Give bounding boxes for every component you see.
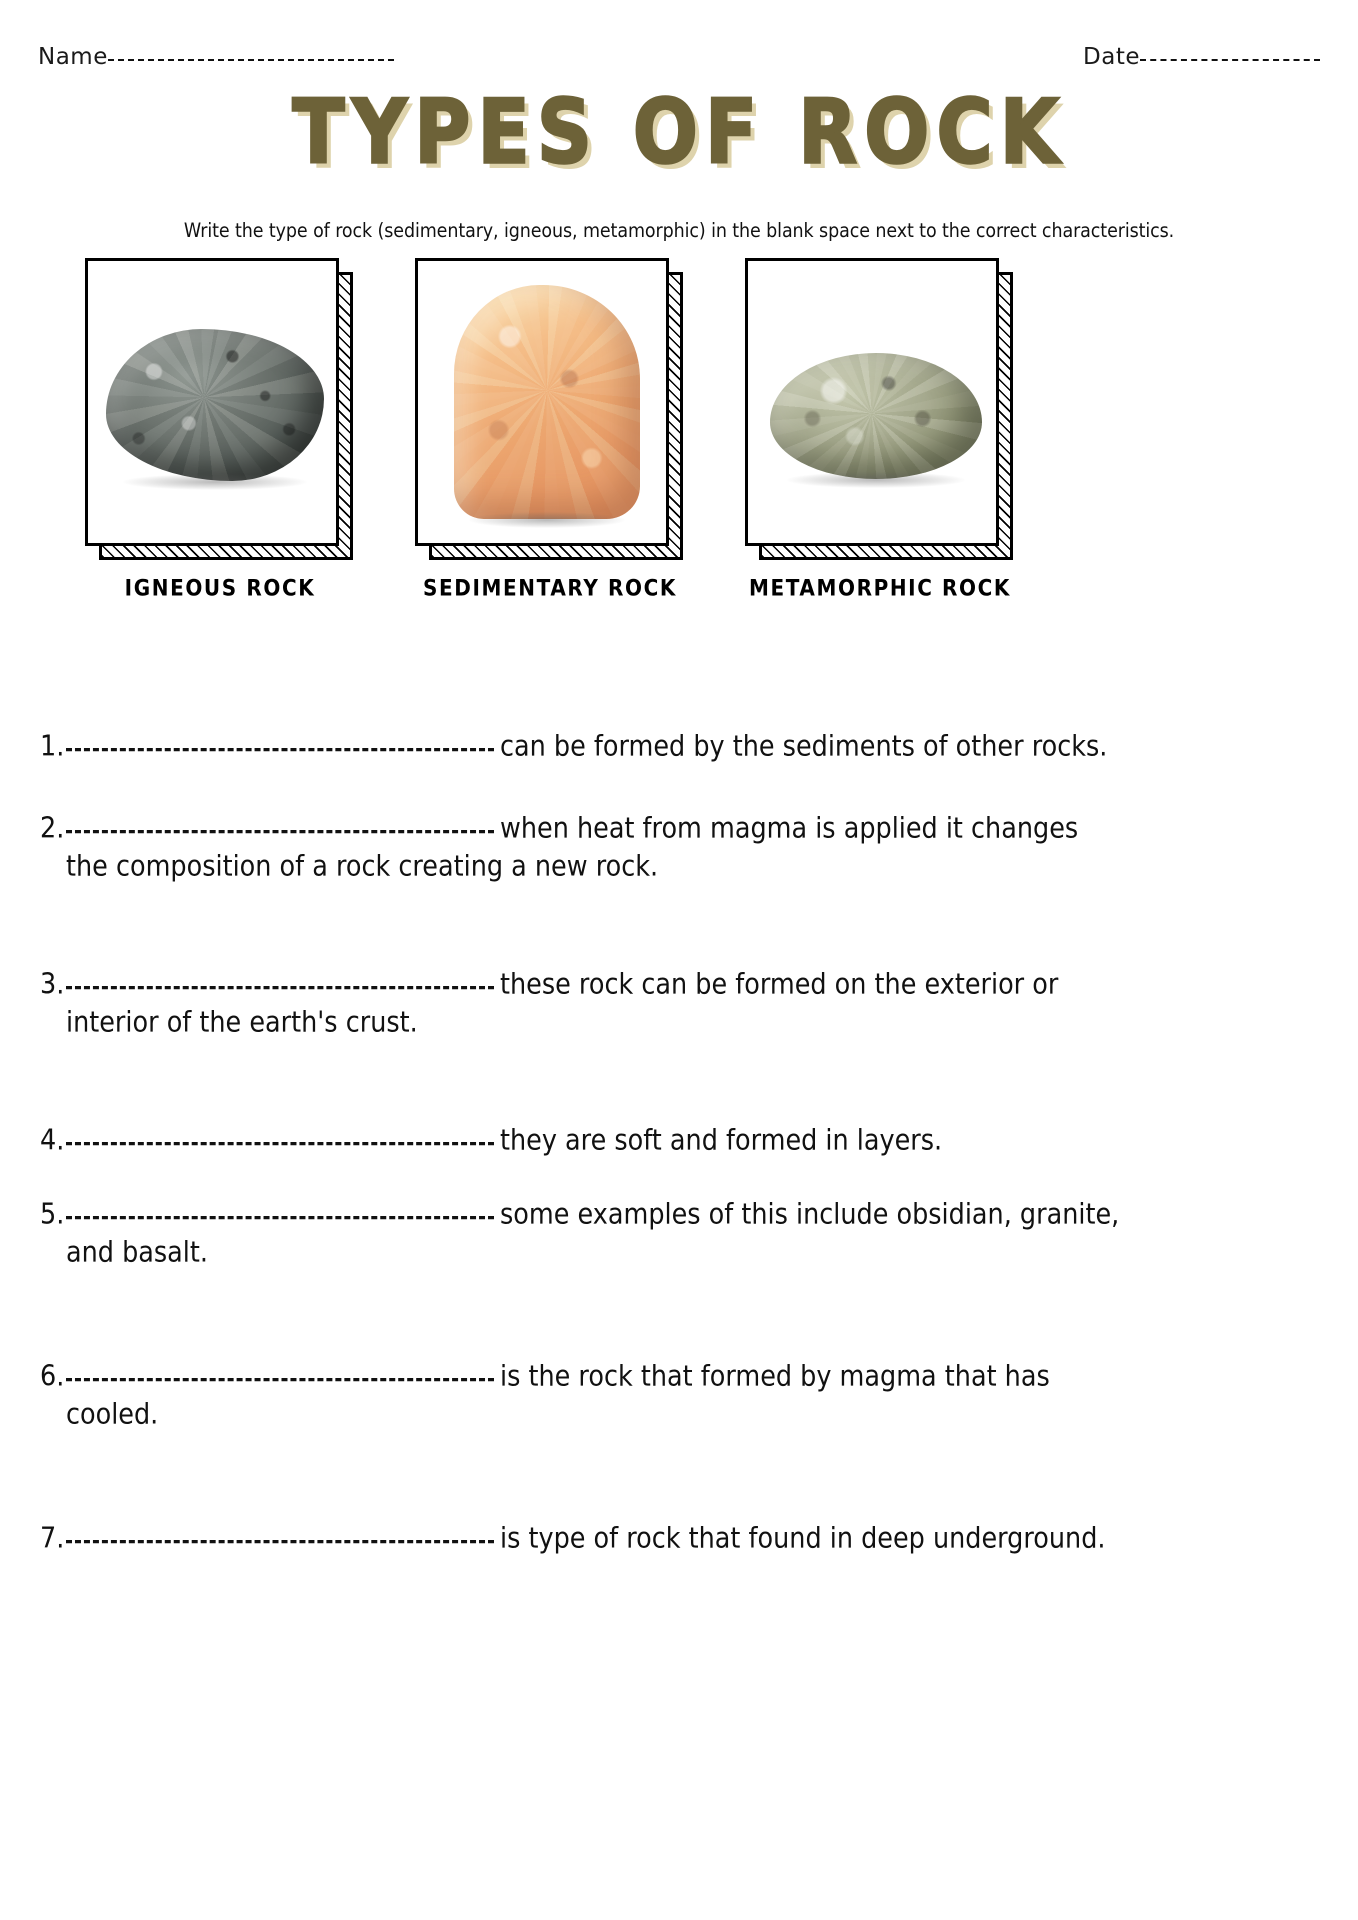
answer-blank[interactable] (66, 1198, 494, 1219)
question-text: is type of rock that found in deep underground. (500, 1522, 1106, 1556)
figure-caption-metamorphic: METAMORPHIC ROCK (748, 574, 1012, 601)
instructions-text: Write the type of rock (sedimentary, igneous, metamorphic) in the blank space next to the correct characteristics. (183, 220, 1175, 243)
answer-blank[interactable] (66, 730, 494, 751)
question-text-continued: and basalt. (66, 1236, 208, 1270)
name-write-line[interactable] (108, 44, 394, 61)
answer-blank[interactable] (66, 968, 494, 989)
title-block (0, 79, 1358, 184)
answer-blank[interactable] (66, 1360, 494, 1381)
figure-igneous (85, 258, 415, 601)
igneous-rock-photo (106, 329, 324, 481)
date-write-line[interactable] (1140, 44, 1320, 61)
question-text: these rock can be formed on the exterior or (500, 968, 1059, 1002)
question-item (40, 1120, 1325, 1158)
date-label: Date (1083, 44, 1140, 70)
question-text: can be formed by the sediments of other rocks. (500, 730, 1108, 764)
answer-blank[interactable] (66, 1124, 494, 1145)
photo-frame (745, 258, 999, 546)
name-label: Name (38, 44, 108, 70)
question-item (40, 726, 1325, 764)
rock-figure-row (85, 258, 1273, 601)
photo-frame (415, 258, 669, 546)
question-item (40, 1356, 1325, 1432)
question-text-continued: the composition of a rock creating a new rock. (66, 850, 659, 884)
question-item (40, 964, 1325, 1040)
question-number: 2. (40, 812, 65, 846)
figure-metamorphic (745, 258, 1075, 601)
question-number: 3. (40, 968, 65, 1002)
photo-frame (85, 258, 339, 546)
date-field[interactable] (1083, 44, 1320, 70)
question-item (40, 1518, 1325, 1556)
answer-blank[interactable] (66, 1522, 494, 1543)
metamorphic-rock-photo (770, 353, 982, 479)
question-number: 7. (40, 1522, 65, 1556)
figure-sedimentary (415, 258, 745, 601)
question-list (40, 726, 1325, 1556)
question-text: some examples of this include obsidian, granite, (500, 1198, 1120, 1232)
figure-caption-igneous: IGNEOUS ROCK (124, 574, 316, 601)
question-number: 5. (40, 1198, 65, 1232)
question-text: they are soft and formed in layers. (500, 1124, 943, 1158)
name-field[interactable] (38, 44, 394, 70)
question-number: 6. (40, 1360, 65, 1394)
figure-caption-sedimentary: SEDIMENTARY ROCK (423, 574, 677, 601)
question-number: 4. (40, 1124, 65, 1158)
question-item (40, 808, 1325, 884)
question-number: 1. (40, 730, 65, 764)
page-title: TYPES OF ROCK (292, 79, 1066, 184)
sedimentary-rock-photo (454, 285, 640, 519)
question-text: is the rock that formed by magma that has (500, 1360, 1050, 1394)
answer-blank[interactable] (66, 812, 494, 833)
question-text-continued: interior of the earth's crust. (66, 1006, 418, 1040)
question-item (40, 1194, 1325, 1270)
question-text-continued: cooled. (66, 1398, 159, 1432)
worksheet-header (38, 30, 1320, 70)
question-text: when heat from magma is applied it changes (500, 812, 1079, 846)
